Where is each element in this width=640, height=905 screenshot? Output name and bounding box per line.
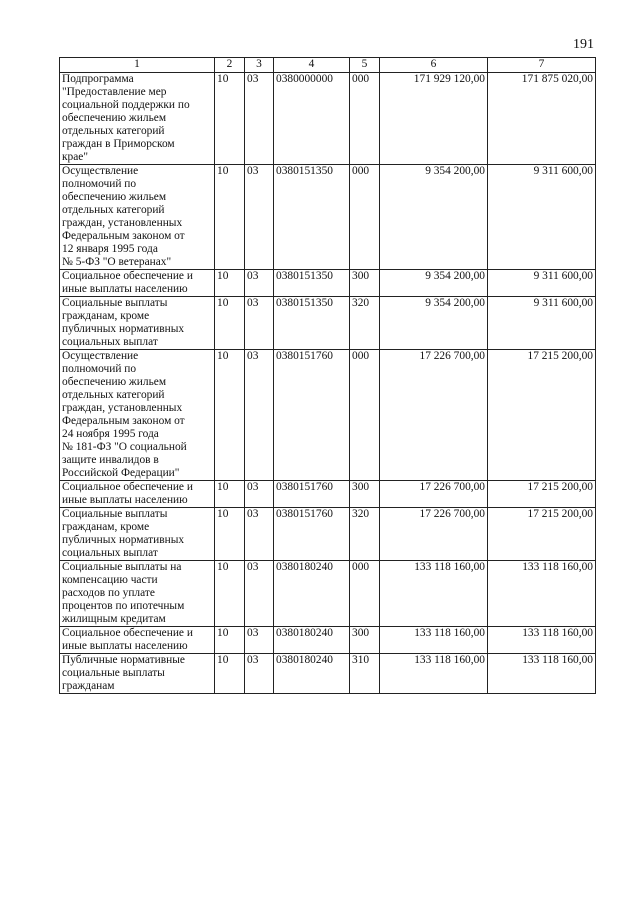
expense-type-cell: 000 — [350, 165, 380, 270]
target-article-cell: 0380180240 — [274, 627, 350, 654]
amount-cell: 133 118 160,00 — [488, 654, 596, 694]
row-name-cell: Социальные выплаты гражданам, кроме публичных нормативных социальных выплат — [60, 508, 215, 561]
amount-cell: 17 215 200,00 — [488, 350, 596, 481]
target-article-cell: 0380151350 — [274, 297, 350, 350]
section-code-cell: 10 — [215, 270, 245, 297]
column-header: 1 — [60, 58, 215, 73]
amount-cell: 171 875 020,00 — [488, 73, 596, 165]
amount-cell: 9 354 200,00 — [380, 270, 488, 297]
budget-table — [59, 57, 596, 694]
expense-type-cell: 000 — [350, 350, 380, 481]
column-header: 7 — [488, 58, 596, 73]
target-article-cell: 0380000000 — [274, 73, 350, 165]
target-article-cell: 0380151760 — [274, 350, 350, 481]
row-name-cell: Социальные выплаты гражданам, кроме публичных нормативных социальных выплат — [60, 297, 215, 350]
expense-type-cell: 300 — [350, 481, 380, 508]
expense-type-cell: 310 — [350, 654, 380, 694]
table-row — [60, 481, 596, 508]
subsection-code-cell: 03 — [245, 481, 274, 508]
amount-cell: 17 226 700,00 — [380, 508, 488, 561]
expense-type-cell: 000 — [350, 73, 380, 165]
amount-cell: 9 354 200,00 — [380, 297, 488, 350]
section-code-cell: 10 — [215, 561, 245, 627]
page-number: 191 — [573, 37, 594, 52]
column-header: 3 — [245, 58, 274, 73]
expense-type-cell: 300 — [350, 270, 380, 297]
subsection-code-cell: 03 — [245, 73, 274, 165]
section-code-cell: 10 — [215, 73, 245, 165]
amount-cell: 9 311 600,00 — [488, 297, 596, 350]
subsection-code-cell: 03 — [245, 165, 274, 270]
section-code-cell: 10 — [215, 297, 245, 350]
column-header: 5 — [350, 58, 380, 73]
expense-type-cell: 320 — [350, 508, 380, 561]
expense-type-cell: 320 — [350, 297, 380, 350]
column-header: 6 — [380, 58, 488, 73]
amount-cell: 9 311 600,00 — [488, 165, 596, 270]
table-row — [60, 297, 596, 350]
table-row — [60, 350, 596, 481]
subsection-code-cell: 03 — [245, 654, 274, 694]
table-row — [60, 165, 596, 270]
expense-type-cell: 300 — [350, 627, 380, 654]
table-row — [60, 561, 596, 627]
expense-type-cell: 000 — [350, 561, 380, 627]
amount-cell: 133 118 160,00 — [488, 627, 596, 654]
target-article-cell: 0380151350 — [274, 165, 350, 270]
table-row — [60, 508, 596, 561]
amount-cell: 9 354 200,00 — [380, 165, 488, 270]
row-name-cell: Подпрограмма "Предоставление мер социальной поддержки по обеспечению жильем отдельных категорий граждан в Приморском крае" — [60, 73, 215, 165]
amount-cell: 133 118 160,00 — [380, 627, 488, 654]
target-article-cell: 0380180240 — [274, 561, 350, 627]
table-row — [60, 654, 596, 694]
section-code-cell: 10 — [215, 165, 245, 270]
row-name-cell: Социальные выплаты на компенсацию части расходов по уплате процентов по ипотечным жилищным кредитам — [60, 561, 215, 627]
subsection-code-cell: 03 — [245, 270, 274, 297]
section-code-cell: 10 — [215, 654, 245, 694]
table-row — [60, 73, 596, 165]
row-name-cell: Социальное обеспечение и иные выплаты населению — [60, 270, 215, 297]
subsection-code-cell: 03 — [245, 297, 274, 350]
amount-cell: 171 929 120,00 — [380, 73, 488, 165]
target-article-cell: 0380151760 — [274, 481, 350, 508]
amount-cell: 17 215 200,00 — [488, 481, 596, 508]
target-article-cell: 0380151350 — [274, 270, 350, 297]
section-code-cell: 10 — [215, 481, 245, 508]
row-name-cell: Осуществление полномочий по обеспечению жильем отдельных категорий граждан, установленных Федеральным законом от 12 января 1995 года № 5-ФЗ "О ветеранах" — [60, 165, 215, 270]
section-code-cell: 10 — [215, 350, 245, 481]
amount-cell: 17 215 200,00 — [488, 508, 596, 561]
table-row — [60, 270, 596, 297]
row-name-cell: Публичные нормативные социальные выплаты гражданам — [60, 654, 215, 694]
subsection-code-cell: 03 — [245, 508, 274, 561]
amount-cell: 133 118 160,00 — [488, 561, 596, 627]
column-header: 4 — [274, 58, 350, 73]
row-name-cell: Осуществление полномочий по обеспечению жильем отдельных категорий граждан, установленных Федеральным законом от 24 ноября 1995 года № 181-ФЗ "О социальной защите инвалидов в Российской Федерации" — [60, 350, 215, 481]
column-header: 2 — [215, 58, 245, 73]
table-row — [60, 627, 596, 654]
row-name-cell: Социальное обеспечение и иные выплаты населению — [60, 627, 215, 654]
amount-cell: 17 226 700,00 — [380, 481, 488, 508]
subsection-code-cell: 03 — [245, 561, 274, 627]
amount-cell: 17 226 700,00 — [380, 350, 488, 481]
subsection-code-cell: 03 — [245, 350, 274, 481]
amount-cell: 133 118 160,00 — [380, 654, 488, 694]
amount-cell: 9 311 600,00 — [488, 270, 596, 297]
subsection-code-cell: 03 — [245, 627, 274, 654]
amount-cell: 133 118 160,00 — [380, 561, 488, 627]
table-header-row — [60, 58, 596, 73]
target-article-cell: 0380151760 — [274, 508, 350, 561]
section-code-cell: 10 — [215, 627, 245, 654]
row-name-cell: Социальное обеспечение и иные выплаты населению — [60, 481, 215, 508]
section-code-cell: 10 — [215, 508, 245, 561]
target-article-cell: 0380180240 — [274, 654, 350, 694]
